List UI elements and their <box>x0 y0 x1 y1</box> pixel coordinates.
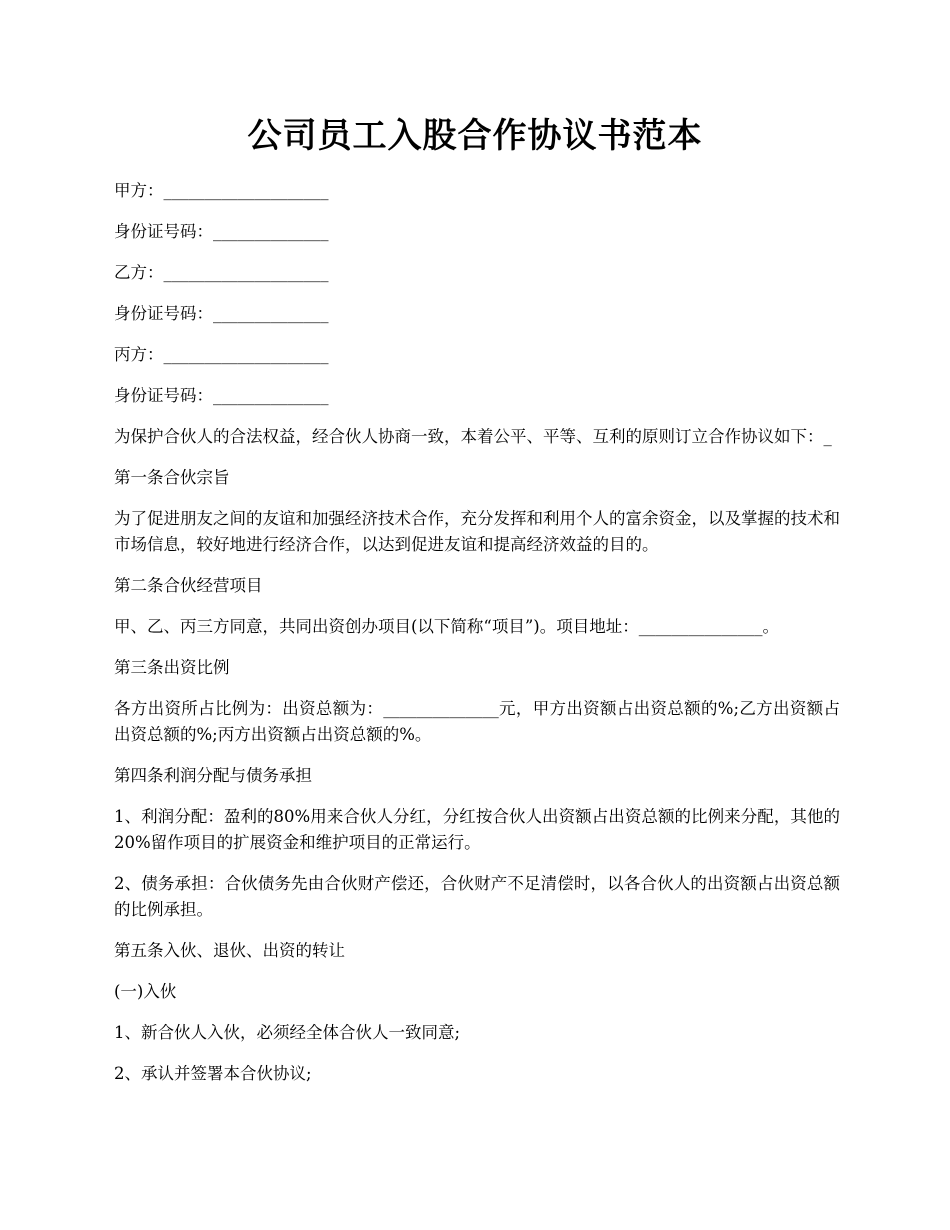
article-1-body: 为了促进朋友之间的友谊和加强经济技术合作，充分发挥和利用个人的富余资金，以及掌握的技术和市场信息，较好地进行经济合作，以达到促进友谊和提高经济效益的目的。 <box>114 509 840 554</box>
party-c-line: 丙方：____________________ <box>114 345 329 364</box>
article-3-heading: 第三条出资比例 <box>114 658 230 677</box>
party-b-id-line: 身份证号码：______________ <box>114 304 329 323</box>
article-5-heading: 第五条入伙、退伙、出资的转让 <box>114 941 345 960</box>
party-c-id-line: 身份证号码：______________ <box>114 386 329 405</box>
party-b-line: 乙方：____________________ <box>114 263 329 282</box>
document-title: 公司员工入股合作协议书范本 <box>247 116 703 156</box>
article-5-item-1: 1、新合伙人入伙，必须经全体合伙人一致同意; <box>114 1023 461 1042</box>
preamble-paragraph: 为保护合伙人的合法权益，经合伙人协商一致，本着公平、平等、互利的原则订立合作协议如下：_ <box>114 427 832 446</box>
article-4-item-2: 2、债务承担：合伙债务先由合伙财产偿还，合伙财产不足清偿时，以各合伙人的出资额占出资总额的比例承担。 <box>114 874 840 919</box>
article-1-heading: 第一条合伙宗旨 <box>114 468 230 487</box>
article-4-heading: 第四条利润分配与债务承担 <box>114 766 312 785</box>
document-body <box>114 178 840 1102</box>
article-4-item-1: 1、利润分配：盈利的80%用来合伙人分红，分红按合伙人出资额占出资总额的比例来分配，其他的20%留作项目的扩展资金和维护项目的正常运行。 <box>114 807 840 852</box>
article-2-body: 甲、乙、丙三方同意，共同出资创办项目(以下简称“项目”)。项目地址：_______________。 <box>114 617 779 636</box>
article-5-item-2: 2、承认并签署本合伙协议; <box>114 1064 312 1083</box>
article-2-heading: 第二条合伙经营项目 <box>114 576 263 595</box>
article-3-body: 各方出资所占比例为：出资总额为：______________元，甲方出资额占出资总额的%;乙方出资额占出资总额的%;丙方出资额占出资总额的%。 <box>114 699 840 744</box>
party-a-id-line: 身份证号码：______________ <box>114 222 329 241</box>
party-a-line: 甲方：____________________ <box>114 181 329 200</box>
article-5-subheading-1: (一)入伙 <box>114 982 177 1001</box>
